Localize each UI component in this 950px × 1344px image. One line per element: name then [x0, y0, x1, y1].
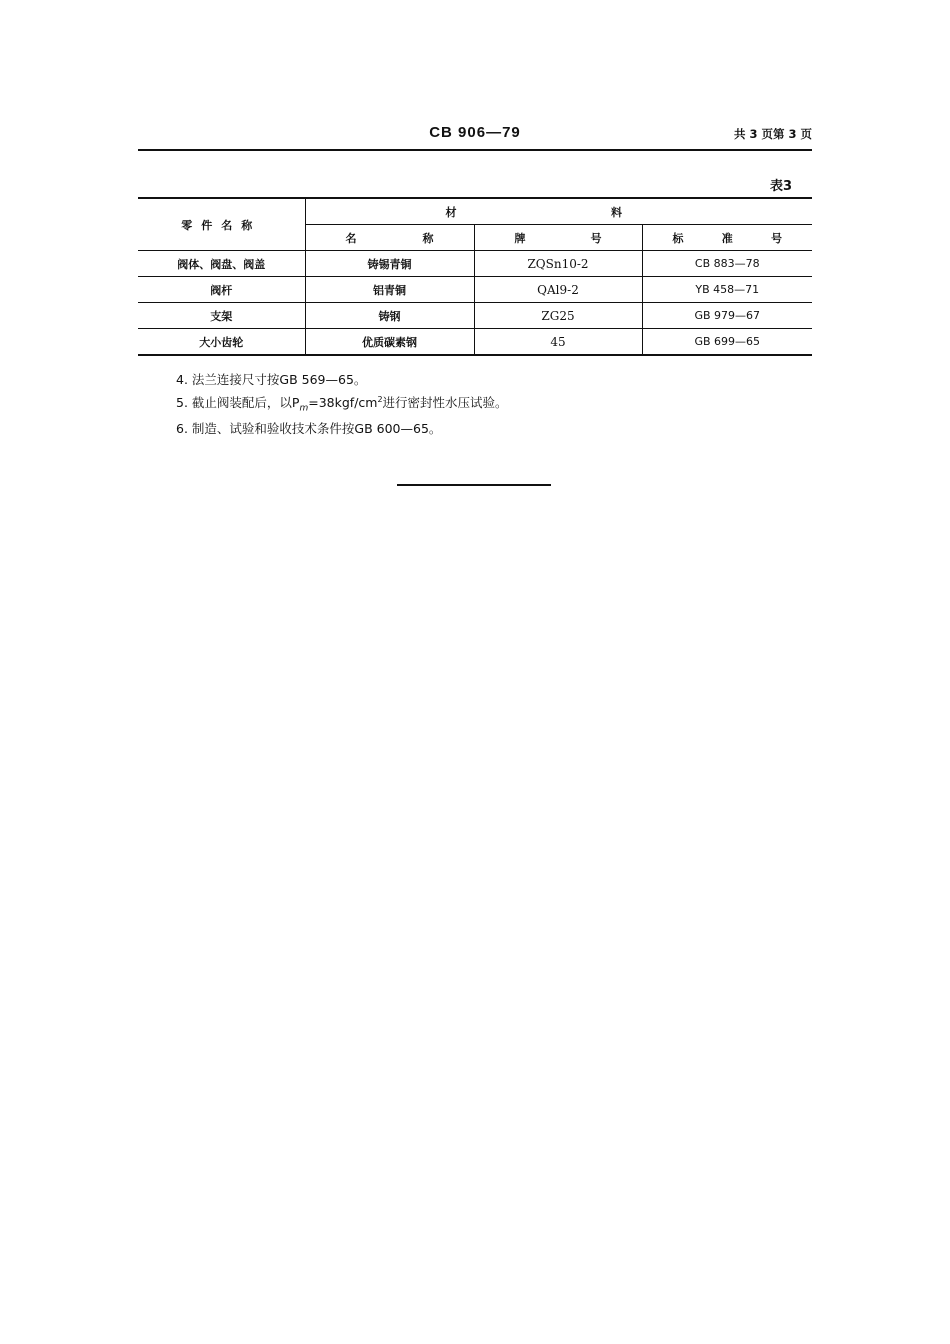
standard-cell: YB 458—71	[642, 277, 812, 303]
note-item: 4. 法兰连接尺寸按GB 569—65。	[176, 372, 367, 387]
part-name-cell: 支架	[138, 303, 305, 329]
grade-cell: 45	[474, 329, 642, 356]
part-name-cell: 阀体、阀盘、阀盖	[138, 251, 305, 277]
note-item: 6. 制造、试验和验收技术条件按GB 600—65。	[176, 420, 442, 436]
material-name-cell: 铝青铜	[305, 277, 474, 303]
end-rule	[397, 484, 551, 486]
material-name-cell: 铸锡青铜	[305, 251, 474, 277]
subheader-name: 名 称	[305, 225, 474, 251]
standard-code: CB 906—79	[429, 124, 521, 141]
table-row	[138, 329, 812, 356]
grade-cell: ZQSn10-2	[474, 251, 642, 277]
material-name-cell: 铸钢	[305, 303, 474, 329]
table-caption: 表3	[769, 179, 792, 194]
table-row	[138, 251, 812, 277]
notes-list	[176, 370, 676, 439]
grade-cell: ZG25	[474, 303, 642, 329]
table-header-row	[138, 198, 812, 225]
header-rule	[138, 149, 812, 151]
header-material	[305, 198, 812, 225]
material-name-cell: 优质碳素钢	[305, 329, 474, 356]
header-material-char-1: 材	[445, 205, 457, 219]
header-material-char-2: 料	[611, 205, 622, 219]
subheader-grade: 牌 号	[474, 225, 642, 251]
table-row	[138, 277, 812, 303]
table-row	[138, 303, 812, 329]
standard-cell: GB 699—65	[642, 329, 812, 356]
part-name-cell: 阀杆	[138, 277, 305, 303]
standard-cell: CB 883—78	[642, 251, 812, 277]
subheader-standard: 标 准 号	[642, 225, 812, 251]
page-info: 共 3 页第 3 页	[733, 127, 812, 141]
header-part-name: 零件名称	[138, 198, 305, 251]
note-item: 5. 截止阀装配后，以$P_m=38kgf/cm^2$进行密封性水压试验。	[176, 395, 508, 414]
part-name-cell: 大小齿轮	[138, 329, 305, 356]
grade-cell: QAl9-2	[474, 277, 642, 303]
materials-table	[138, 197, 812, 356]
standard-cell: GB 979—67	[642, 303, 812, 329]
